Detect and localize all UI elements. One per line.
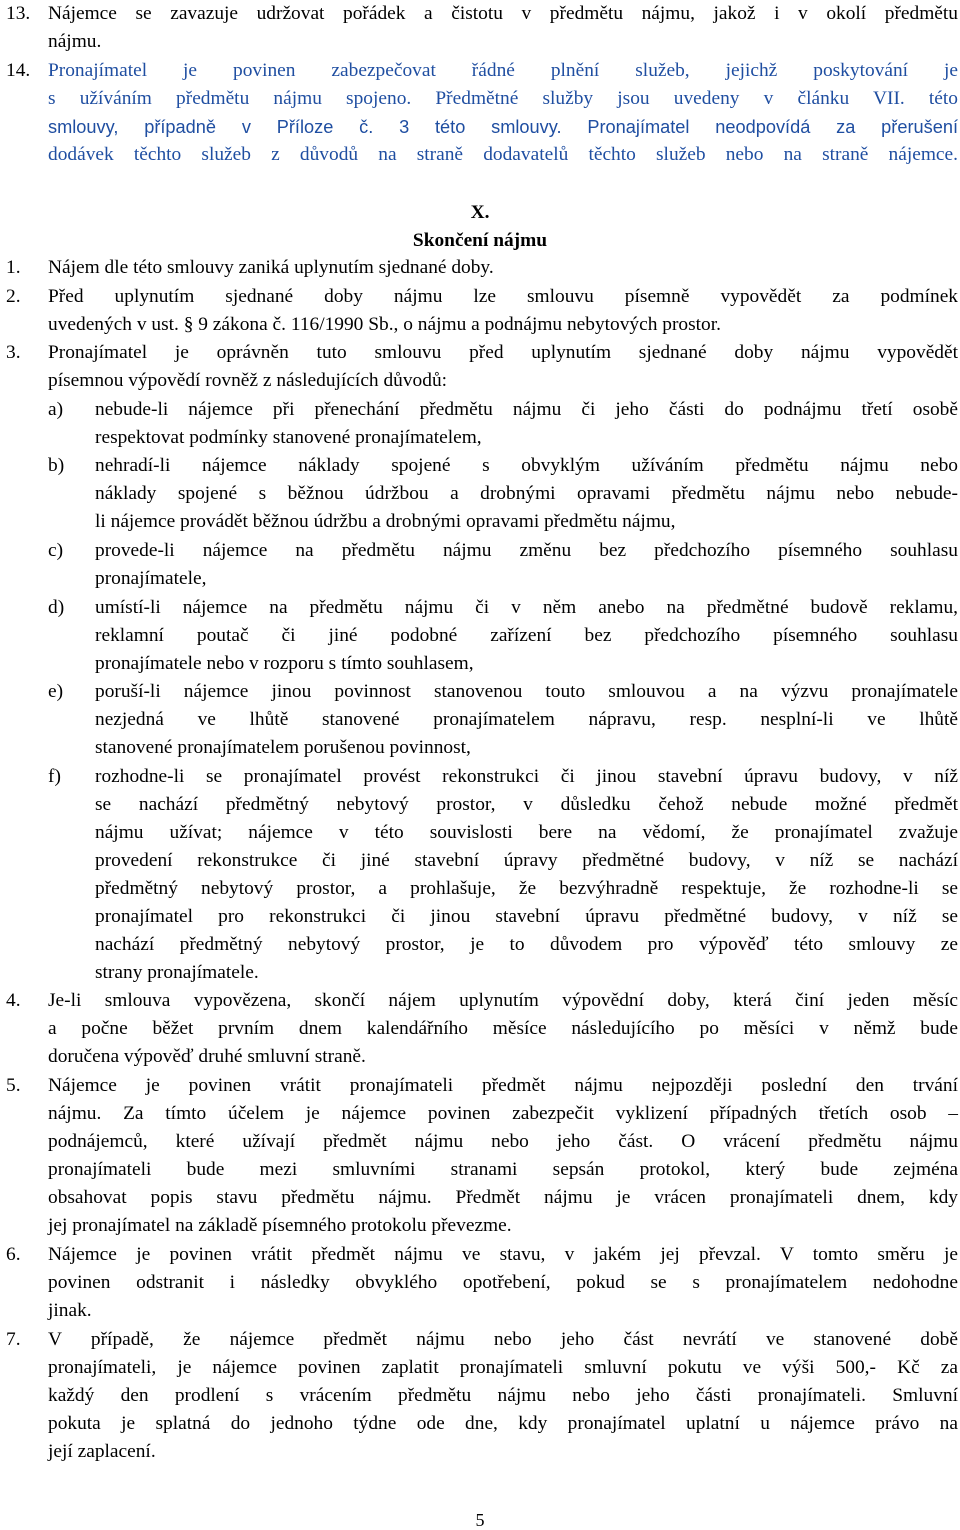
point-3a-letter: a) bbox=[48, 399, 64, 420]
item-14-number: 14. bbox=[6, 60, 31, 81]
point-3b-line-2: náklady spojené s běžnou údržbou a drobnými opravami předmětu nájmu nebo nebude- bbox=[95, 483, 958, 504]
point-2-line-2: uvedených v ust. § 9 zákona č. 116/1990 Sb., o nájmu a podnájmu nebytových prostor. bbox=[48, 314, 721, 335]
item-14-line-1: Pronajímatel je povinen zabezpečovat řádné plnění služeb, jejichž poskytování je bbox=[48, 60, 958, 81]
point-3f-line-5: předmětný nebytový prostor, a prohlašuje, že bezvýhradně respektuje, že rozhodne-li se bbox=[95, 878, 958, 899]
point-2-number: 2. bbox=[6, 286, 21, 307]
point-3-line-2: písemnou výpovědí rovněž z následujících důvodů: bbox=[48, 370, 448, 391]
point-3d-line-3: pronajímatele nebo v rozporu s tímto souhlasem, bbox=[95, 653, 474, 674]
point-7-line-3: každý den prodlení s vrácením předmětu nájmu nebo jeho části pronajímateli. Smluvní bbox=[48, 1385, 958, 1406]
point-3f-line-2: se nachází předmětný nebytový prostor, v důsledku čehož nebude možné předmět bbox=[95, 794, 958, 815]
point-6-line-2: povinen odstranit i následky obvyklého opotřebení, pokud se s pronajímatelem nedohodne bbox=[48, 1272, 958, 1293]
point-1-number: 1. bbox=[6, 257, 21, 278]
point-3e-line-2: nezjedná ve lhůtě stanovené pronajímatelem nápravu, resp. nesplní-li ve lhůtě bbox=[95, 709, 958, 730]
point-3a-line-2: respektovat podmínky stanovené pronajímatelem, bbox=[95, 427, 482, 448]
point-3d-letter: d) bbox=[48, 597, 65, 618]
point-6-line-1: Nájemce je povinen vrátit předmět nájmu ve stavu, v jakém jej převzal. V tomto směru je bbox=[48, 1244, 958, 1265]
point-3f-line-8: strany pronajímatele. bbox=[95, 962, 259, 983]
point-1-text: Nájem dle této smlouvy zaniká uplynutím sjednané doby. bbox=[48, 257, 494, 278]
point-5-line-1: Nájemce je povinen vrátit pronajímateli předmět nájmu nejpozději poslední den trvání bbox=[48, 1075, 958, 1096]
point-2-line-1: Před uplynutím sjednané doby nájmu lze smlouvu písemně vypovědět za podmínek bbox=[48, 286, 958, 307]
point-5-number: 5. bbox=[6, 1075, 21, 1096]
point-7-line-5: její zaplacení. bbox=[48, 1441, 156, 1462]
item-13-line-2: nájmu. bbox=[48, 31, 102, 52]
point-5-line-5: obsahovat popis stavu předmětu nájmu. Předmět nájmu je vrácen pronajímateli dnem, kdy bbox=[48, 1187, 958, 1208]
point-3b-line-3: li nájemce provádět běžnou údržbu a drobnými opravami předmětu nájmu, bbox=[95, 511, 676, 532]
point-5-line-6: jej pronajímatel na základě písemného protokolu převezme. bbox=[48, 1215, 512, 1236]
point-3f-letter: f) bbox=[48, 766, 61, 787]
point-3c-line-1: provede-li nájemce na předmětu nájmu změnu bez předchozího písemného souhlasu bbox=[95, 540, 958, 561]
point-3e-letter: e) bbox=[48, 681, 64, 702]
point-3f-line-6: pronajímatel pro rekonstrukci či jinou stavební úpravu předmětné budovy, v níž se bbox=[95, 906, 958, 927]
point-6-number: 6. bbox=[6, 1244, 21, 1265]
point-3f-line-3: nájmu užívat; nájemce v této souvislosti bere na vědomí, že pronajímatel zvažuje bbox=[95, 822, 958, 843]
item-14-line-3: smlouvy, případně v Příloze č. 3 této smlouvy. Pronajímatel neodpovídá za přerušení bbox=[48, 117, 958, 137]
point-3e-line-3: stanovené pronajímatelem porušenou povinnost, bbox=[95, 737, 471, 758]
point-4-line-3: doručena výpověď druhé smluvní straně. bbox=[48, 1046, 366, 1067]
point-3d-line-1: umístí-li nájemce na předmětu nájmu či v něm anebo na předmětné budově reklamu, bbox=[95, 597, 958, 618]
point-6-line-3: jinak. bbox=[48, 1300, 92, 1321]
point-4-line-1: Je-li smlouva vypovězena, skončí nájem uplynutím výpovědní doby, která činí jeden měsíc bbox=[48, 990, 958, 1011]
section-title: Skončení nájmu bbox=[412, 230, 548, 251]
point-7-line-2: pronajímateli, je nájemce povinen zaplatit pronajímateli smluvní pokutu ve výši 500,- Kč za bbox=[48, 1357, 958, 1378]
item-14-line-2: s užíváním předmětu nájmu spojeno. Předmětné služby jsou uvedeny v článku VII. této bbox=[48, 88, 958, 109]
point-3-line-1: Pronajímatel je oprávněn tuto smlouvu před uplynutím sjednané doby nájmu vypovědět bbox=[48, 342, 958, 363]
point-3a-line-1: nebude-li nájemce při přenechání předmětu nájmu či jeho části do podnájmu třetí osobě bbox=[95, 399, 958, 420]
item-13-number: 13. bbox=[6, 3, 31, 24]
item-14-line-4: dodávek těchto služeb z důvodů na straně dodavatelů těchto služeb nebo na straně nájemce. bbox=[48, 144, 958, 165]
section-number: X. bbox=[470, 202, 490, 223]
point-4-number: 4. bbox=[6, 990, 21, 1011]
point-3f-line-1: rozhodne-li se pronajímatel provést rekonstrukci či jinou stavební úpravu budovy, v níž bbox=[95, 766, 958, 787]
point-5-line-4: pronajímateli bude mezi smluvními stranami sepsán protokol, který bude zejména bbox=[48, 1159, 958, 1180]
point-3e-line-1: poruší-li nájemce jinou povinnost stanovenou touto smlouvou a na výzvu pronajímatele bbox=[95, 681, 958, 702]
point-3f-line-7: nachází předmětný nebytový prostor, je to důvodem pro výpověď této smlouvy ze bbox=[95, 934, 958, 955]
point-3b-line-1: nehradí-li nájemce náklady spojené s obvyklým užíváním předmětu nájmu nebo bbox=[95, 455, 958, 476]
point-7-number: 7. bbox=[6, 1329, 21, 1350]
point-4-line-2: a počne běžet prvním dnem kalendářního měsíce následujícího po měsíci v němž bude bbox=[48, 1018, 958, 1039]
point-7-line-1: V případě, že nájemce předmět nájmu nebo jeho část nevrátí ve stanovené době bbox=[48, 1329, 958, 1350]
point-3c-line-2: pronajímatele, bbox=[95, 568, 207, 589]
point-3-number: 3. bbox=[6, 342, 21, 363]
point-3f-line-4: provedení rekonstrukce či jiné stavební úpravy předmětné budovy, v níž se nachází bbox=[95, 850, 958, 871]
point-7-line-4: pokuta je splatná do jednoho týdne ode dne, kdy pronajímatel uplatní u nájemce právo na bbox=[48, 1413, 958, 1434]
point-5-line-2: nájmu. Za tímto účelem je nájemce povinen zabezpečit vyklizení případných třetích osob – bbox=[48, 1103, 958, 1124]
point-3d-line-2: reklamní poutač či jiné podobné zařízení bez předchozího písemného souhlasu bbox=[95, 625, 958, 646]
page-number: 5 bbox=[475, 1510, 485, 1530]
item-13-line-1: Nájemce se zavazuje udržovat pořádek a čistotu v předmětu nájmu, jakož i v okolí předmětu bbox=[48, 3, 958, 24]
point-3c-letter: c) bbox=[48, 540, 64, 561]
point-5-line-3: podnájemců, které užívají předmět nájmu nebo jeho část. O vrácení předmětu nájmu bbox=[48, 1131, 958, 1152]
point-3b-letter: b) bbox=[48, 455, 65, 476]
